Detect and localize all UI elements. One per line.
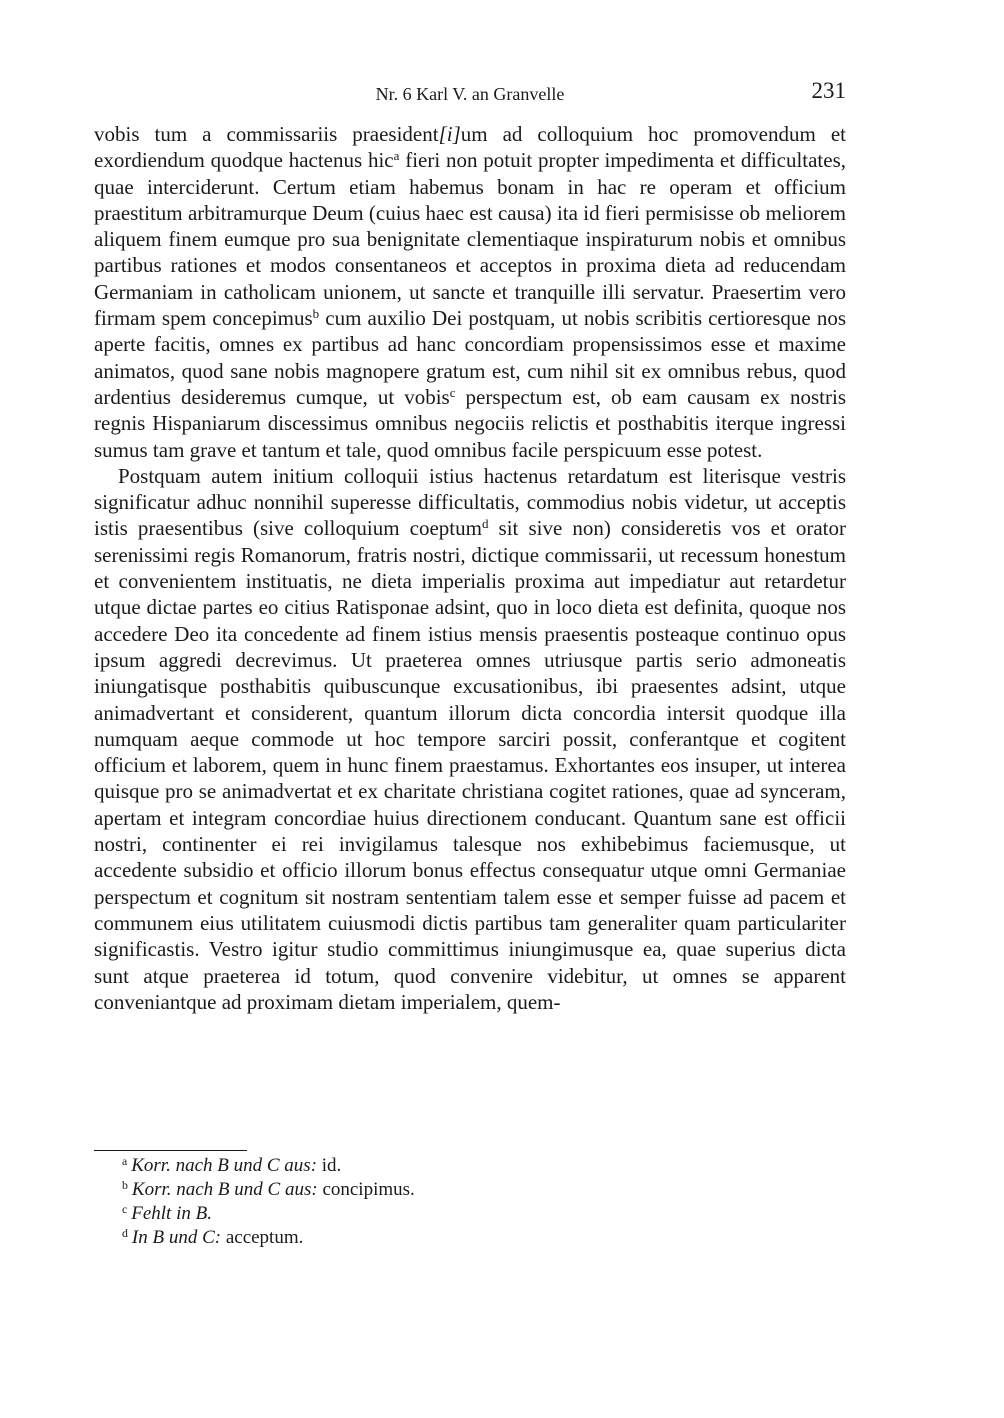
- footnote-text: concipimus.: [317, 1179, 415, 1200]
- footnotes: [94, 1154, 846, 1250]
- footnote-note: Korr. nach B und C aus:: [131, 1179, 318, 1200]
- text-run: um ad colloquium hoc promovendum et exordiendum quodque hactenus hic: [94, 122, 846, 173]
- footnote-marker-a[interactable]: a: [393, 148, 400, 164]
- footnote-b: [94, 1178, 846, 1202]
- footnote-marker-b[interactable]: b: [312, 305, 320, 321]
- footnote-text: acceptum.: [221, 1227, 304, 1248]
- page-number: 231: [811, 78, 846, 103]
- document-page: [94, 0, 846, 1418]
- paragraph-2: [94, 463, 846, 1015]
- footnote-c: [94, 1202, 846, 1226]
- text-run: cum auxilio Dei postquam, ut nobis scribitis certioresque nos aperte facitis, omnes ex partibus ad hanc concordiam propensissimos esse et maxime animatos, quod sane nobis magnopere gratum est, cum nihil sit ex omnibus rebus, quod ardentius desideremus cumque, ut vobis: [94, 306, 846, 409]
- footnote-note: In B und C:: [131, 1227, 222, 1248]
- footnote-a: [94, 1154, 846, 1178]
- footnote-mark: a: [122, 1154, 128, 1168]
- paragraph-1: [94, 121, 846, 463]
- footnote-note: Fehlt in B.: [131, 1203, 212, 1224]
- text-run: perspectum est, ob eam causam ex nostris regnis Hispaniarum discessimus omnibus negociis relictis et posthabitis iterque ingressi sumus tam grave et tantum et tale, quod omnibus facile perspicuum esse potest.: [94, 384, 846, 462]
- footnote-note: Korr. nach B und C aus:: [131, 1155, 318, 1176]
- footnote-d: [94, 1226, 846, 1250]
- footnote-text: id.: [317, 1155, 342, 1176]
- footnote-marker-d[interactable]: d: [481, 516, 489, 532]
- footnote-mark: c: [122, 1202, 128, 1216]
- footnote-rule: [94, 1150, 247, 1151]
- editorial-insertion: [i]: [438, 122, 461, 146]
- footnote-mark: d: [122, 1226, 128, 1240]
- body-text: [94, 121, 846, 1015]
- running-head: [94, 78, 846, 110]
- footnote-marker-c[interactable]: c: [449, 384, 456, 400]
- text-run: vobis tum a commissariis praesident: [94, 122, 439, 146]
- text-run: Postquam autem initium colloquii istius hactenus retardatum est literisque vestris significatur adhuc nonnihil superesse difficultatis, commodius nobis videtur, ut acceptis istis praesentibus (sive colloquium coeptum: [94, 463, 846, 541]
- footnote-mark: b: [122, 1178, 128, 1192]
- running-title: Nr. 6 Karl V. an Granvelle: [375, 84, 565, 104]
- text-run: sit sive non) consideretis vos et orator serenissimi regis Romanorum, fratris nostri, dictique commissarii, ut recessum honestum et convenientem instituatis, ne dieta imperialis proxima aut impediatur aut retardetur utque dictae partes eo citius Ratisponae adsint, quo in loco dieta est definita, quoque nos accedere Deo ita concedente ad finem istius mensis praesentis posteaque continuo opus ipsum aggredi decrevimus. Ut praeterea omnes utriusque partis serio admoneatis iniungatisque posthabitis quibuscunque excusationibus, ibi praesentes adsint, utque animadvertant et considerent, quantum illorum dicta concordia intersit quodque illa numquam aeque commode ut hoc tempore sarciri possit, conferantque et cogitent officium et laborem, quem in hunc finem praestamus. Exhortantes eos insuper, ut interea quisque pro se animadvertat et ex charitate christiana cogitet rationes, quae ad synceram, apertam et integram concordiae huius directionem conducant. Quantum sane est officii nostri, continenter ei rei invigilamus talesque nos exhibebimus faciemusque, ut accedente subsidio et officio illorum bonus effectus consequatur utque omni Germaniae perspectum et cognitum sit nostram sententiam talem esse et semper fuisse ad pacem et communem eius utilitatem cuiusmodi dictis partibus tam generaliter quam particulariter significastis. Vestro igitur studio committimus iniungimusque ea, quae superius dicta sunt atque praeterea id totum, quod convenire videbitur, ut omnes se apparent conveniantque ad proximam dietam imperialem, quem-: [94, 516, 847, 1014]
- text-run: fieri non potuit propter impedimenta et difficultates, quae interciderunt. Certum etiam habemus bonam in hac re operam et officium praestitum arbitramurque Deum (cuius haec est causa) ita id fieri permisisse ob meliorem aliquem finem eumque pro sua benignitate clementiaque inspiraturum nobis et omnibus partibus rationes et modos consentaneos et acceptos in proxima dieta ad reducendam Germaniam in catholicam unionem, ut sancte et tranquille illi servatur. Praesertim vero firmam spem concepimus: [94, 148, 847, 331]
